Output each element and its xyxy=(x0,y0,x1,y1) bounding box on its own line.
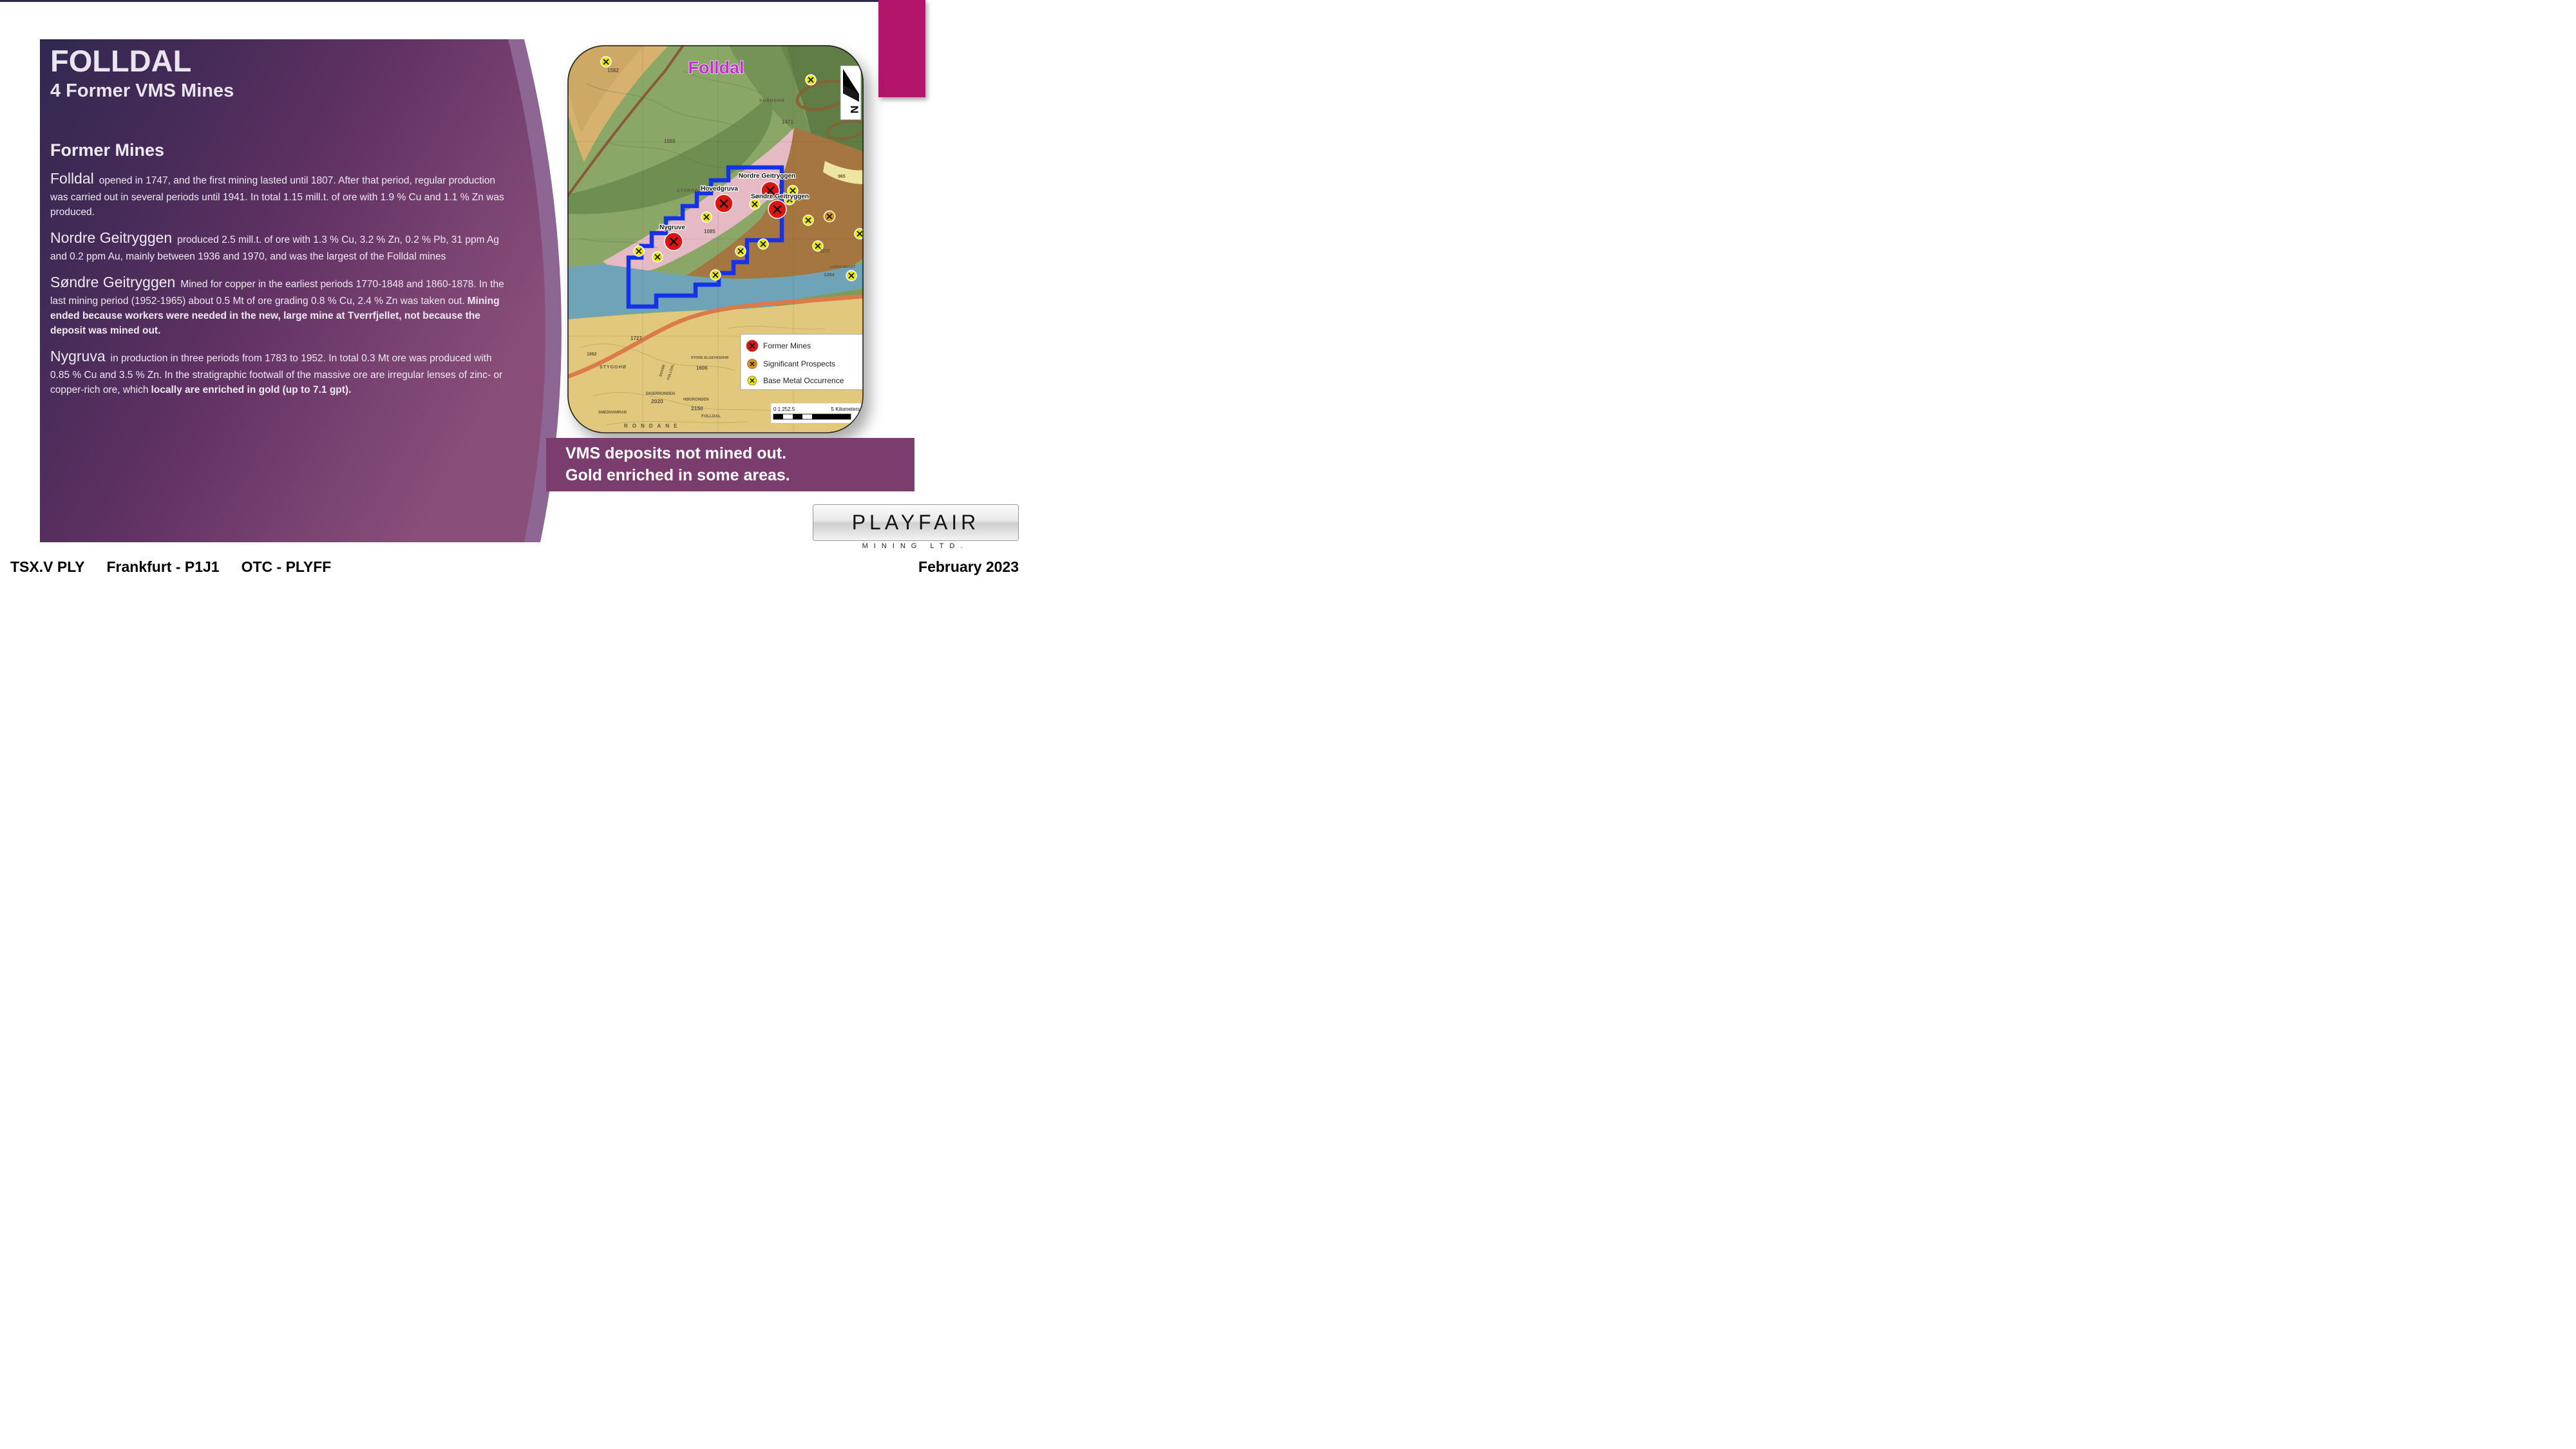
svg-text:FOLLDAL: FOLLDAL xyxy=(667,363,676,381)
svg-text:1862: 1862 xyxy=(587,352,597,357)
banner-line-2: Gold enriched in some areas. xyxy=(565,466,790,484)
north-arrow xyxy=(840,66,861,120)
paragraph-nordre xyxy=(50,227,511,264)
svg-text:HØGRONDEN: HØGRONDEN xyxy=(683,398,709,402)
svg-text:1582: 1582 xyxy=(607,68,619,73)
svg-text:DOVRE: DOVRE xyxy=(659,364,667,377)
paragraph-body: opened in 1747, and the first mining lasted until 1807. After that period, regular production was carried out in several periods until 1941. In total 1.15 mill.t. of ore with 1.9 % Cu and 1.1 % Zn was produced. xyxy=(50,175,504,218)
slide xyxy=(0,0,1030,580)
paragraph-body: produced 2.5 mill.t. of ore with 1.3 % Cu, 3.2 % Zn, 0.2 % Pb, 31 ppm Ag and 0.2 ppm Au, mainly between 1936 and 1970, and was the largest of the Folldal mines xyxy=(50,234,499,262)
svg-text:Former Mines: Former Mines xyxy=(763,341,811,350)
ticker-line xyxy=(10,558,353,576)
slide-date: February 2023 xyxy=(918,558,1019,575)
svg-text:DIGERRONDEN: DIGERRONDEN xyxy=(646,392,676,396)
logo-subtitle: MINING LTD. xyxy=(862,542,969,550)
svg-text:1471: 1471 xyxy=(782,119,793,125)
svg-text:1555: 1555 xyxy=(664,138,676,144)
paragraph-nygruva xyxy=(50,345,511,397)
legend-former-mines xyxy=(746,340,811,352)
scalebar-ticks: 0 1.252.5 xyxy=(773,406,795,412)
banner-line-1: VMS deposits not mined out. xyxy=(565,444,787,462)
svg-text:1284: 1284 xyxy=(824,272,835,278)
svg-text:STYGGHØ: STYGGHØ xyxy=(600,365,627,370)
paragraph-bold: locally are enriched in gold (up to 7.1 gpt). xyxy=(151,384,352,396)
svg-text:1272: 1272 xyxy=(820,249,830,254)
svg-text:1606: 1606 xyxy=(696,365,708,371)
slide-subtitle: 4 Former VMS Mines xyxy=(50,80,234,102)
svg-text:SMEDHAMRAN: SMEDHAMRAN xyxy=(598,411,627,415)
svg-text:965: 965 xyxy=(838,175,846,179)
svg-text:1085: 1085 xyxy=(704,229,715,234)
ticker-frankfurt: Frankfurt - P1J1 xyxy=(106,558,220,575)
geological-map xyxy=(567,45,864,433)
svg-text:1727: 1727 xyxy=(630,336,642,341)
svg-text:Base Metal Occurrence: Base Metal Occurrence xyxy=(763,376,844,385)
scalebar-unit: 5 Kilometers xyxy=(831,406,860,412)
panel-text-block xyxy=(50,41,511,397)
mine-lead-nygruva: Nygruva xyxy=(50,348,106,365)
svg-text:SKARDHØ: SKARDHØ xyxy=(759,99,785,103)
paragraph-body: in production in three periods from 1783 to 1952. In total 0.3 Mt ore was produced with 0.85 % Cu and 3.5 % Zn. In the stratigraphic footwall of the massive ore are irregular lenses of zinc- or copper-rich ore, which xyxy=(50,353,503,396)
section-heading: Former Mines xyxy=(50,140,165,160)
vms-banner xyxy=(546,438,914,491)
paragraph-bold: Mining ended because workers were needed in the new, large mine at Tverrfjellet, not because the deposit was mined out. xyxy=(50,295,500,337)
slide-title: FOLLDAL xyxy=(50,44,192,78)
map-title: Folldal xyxy=(688,58,744,77)
mine-label-nordre: Nordre Geitryggen xyxy=(738,173,796,180)
svg-text:RONDANE: RONDANE xyxy=(624,423,682,429)
mine-lead-sondre: Søndre Geitryggen xyxy=(50,274,176,291)
mine-lead-folldal: Folldal xyxy=(50,170,94,187)
svg-text:2020: 2020 xyxy=(651,398,663,404)
north-label: N xyxy=(848,105,860,114)
logo-wordmark: PLAYFAIR xyxy=(851,511,980,534)
ticker-tsxv: TSX.V PLY xyxy=(10,558,85,575)
svg-text:FOLLDAL: FOLLDAL xyxy=(701,414,721,419)
paragraph-sondre xyxy=(50,271,511,338)
svg-text:Significant Prospects: Significant Prospects xyxy=(763,359,836,368)
mine-label-nygruve: Nygruve xyxy=(659,224,686,231)
mine-label-hovedgruva: Hovedgruva xyxy=(701,185,738,193)
svg-text:2150: 2150 xyxy=(691,405,703,412)
paragraph-body: Mined for copper in the earliest periods 1770-1848 and 1860-1878. In the last mining period (1952-1965) about 0.5 Mt of ore grading 0.8 % Cu, 2.4 % Zn was taken out. xyxy=(50,279,504,307)
significant-prospect-marker xyxy=(824,211,835,222)
mine-lead-nordre: Nordre Geitryggen xyxy=(50,229,173,247)
svg-text:STORHØ: STORHØ xyxy=(677,189,699,193)
svg-text:LANGFJELLET: LANGFJELLET xyxy=(830,265,856,269)
paragraph-folldal xyxy=(50,167,511,220)
svg-text:STORE ELGEVASSHØ: STORE ELGEVASSHØ xyxy=(691,356,729,360)
map-legend xyxy=(741,334,863,390)
map-svg xyxy=(567,45,864,433)
map-scalebar xyxy=(771,403,862,423)
ticker-otc: OTC - PLYFF xyxy=(241,558,332,575)
mine-label-sondre: Søndre Geitryggen xyxy=(750,193,810,200)
playfair-logo xyxy=(813,504,1019,541)
